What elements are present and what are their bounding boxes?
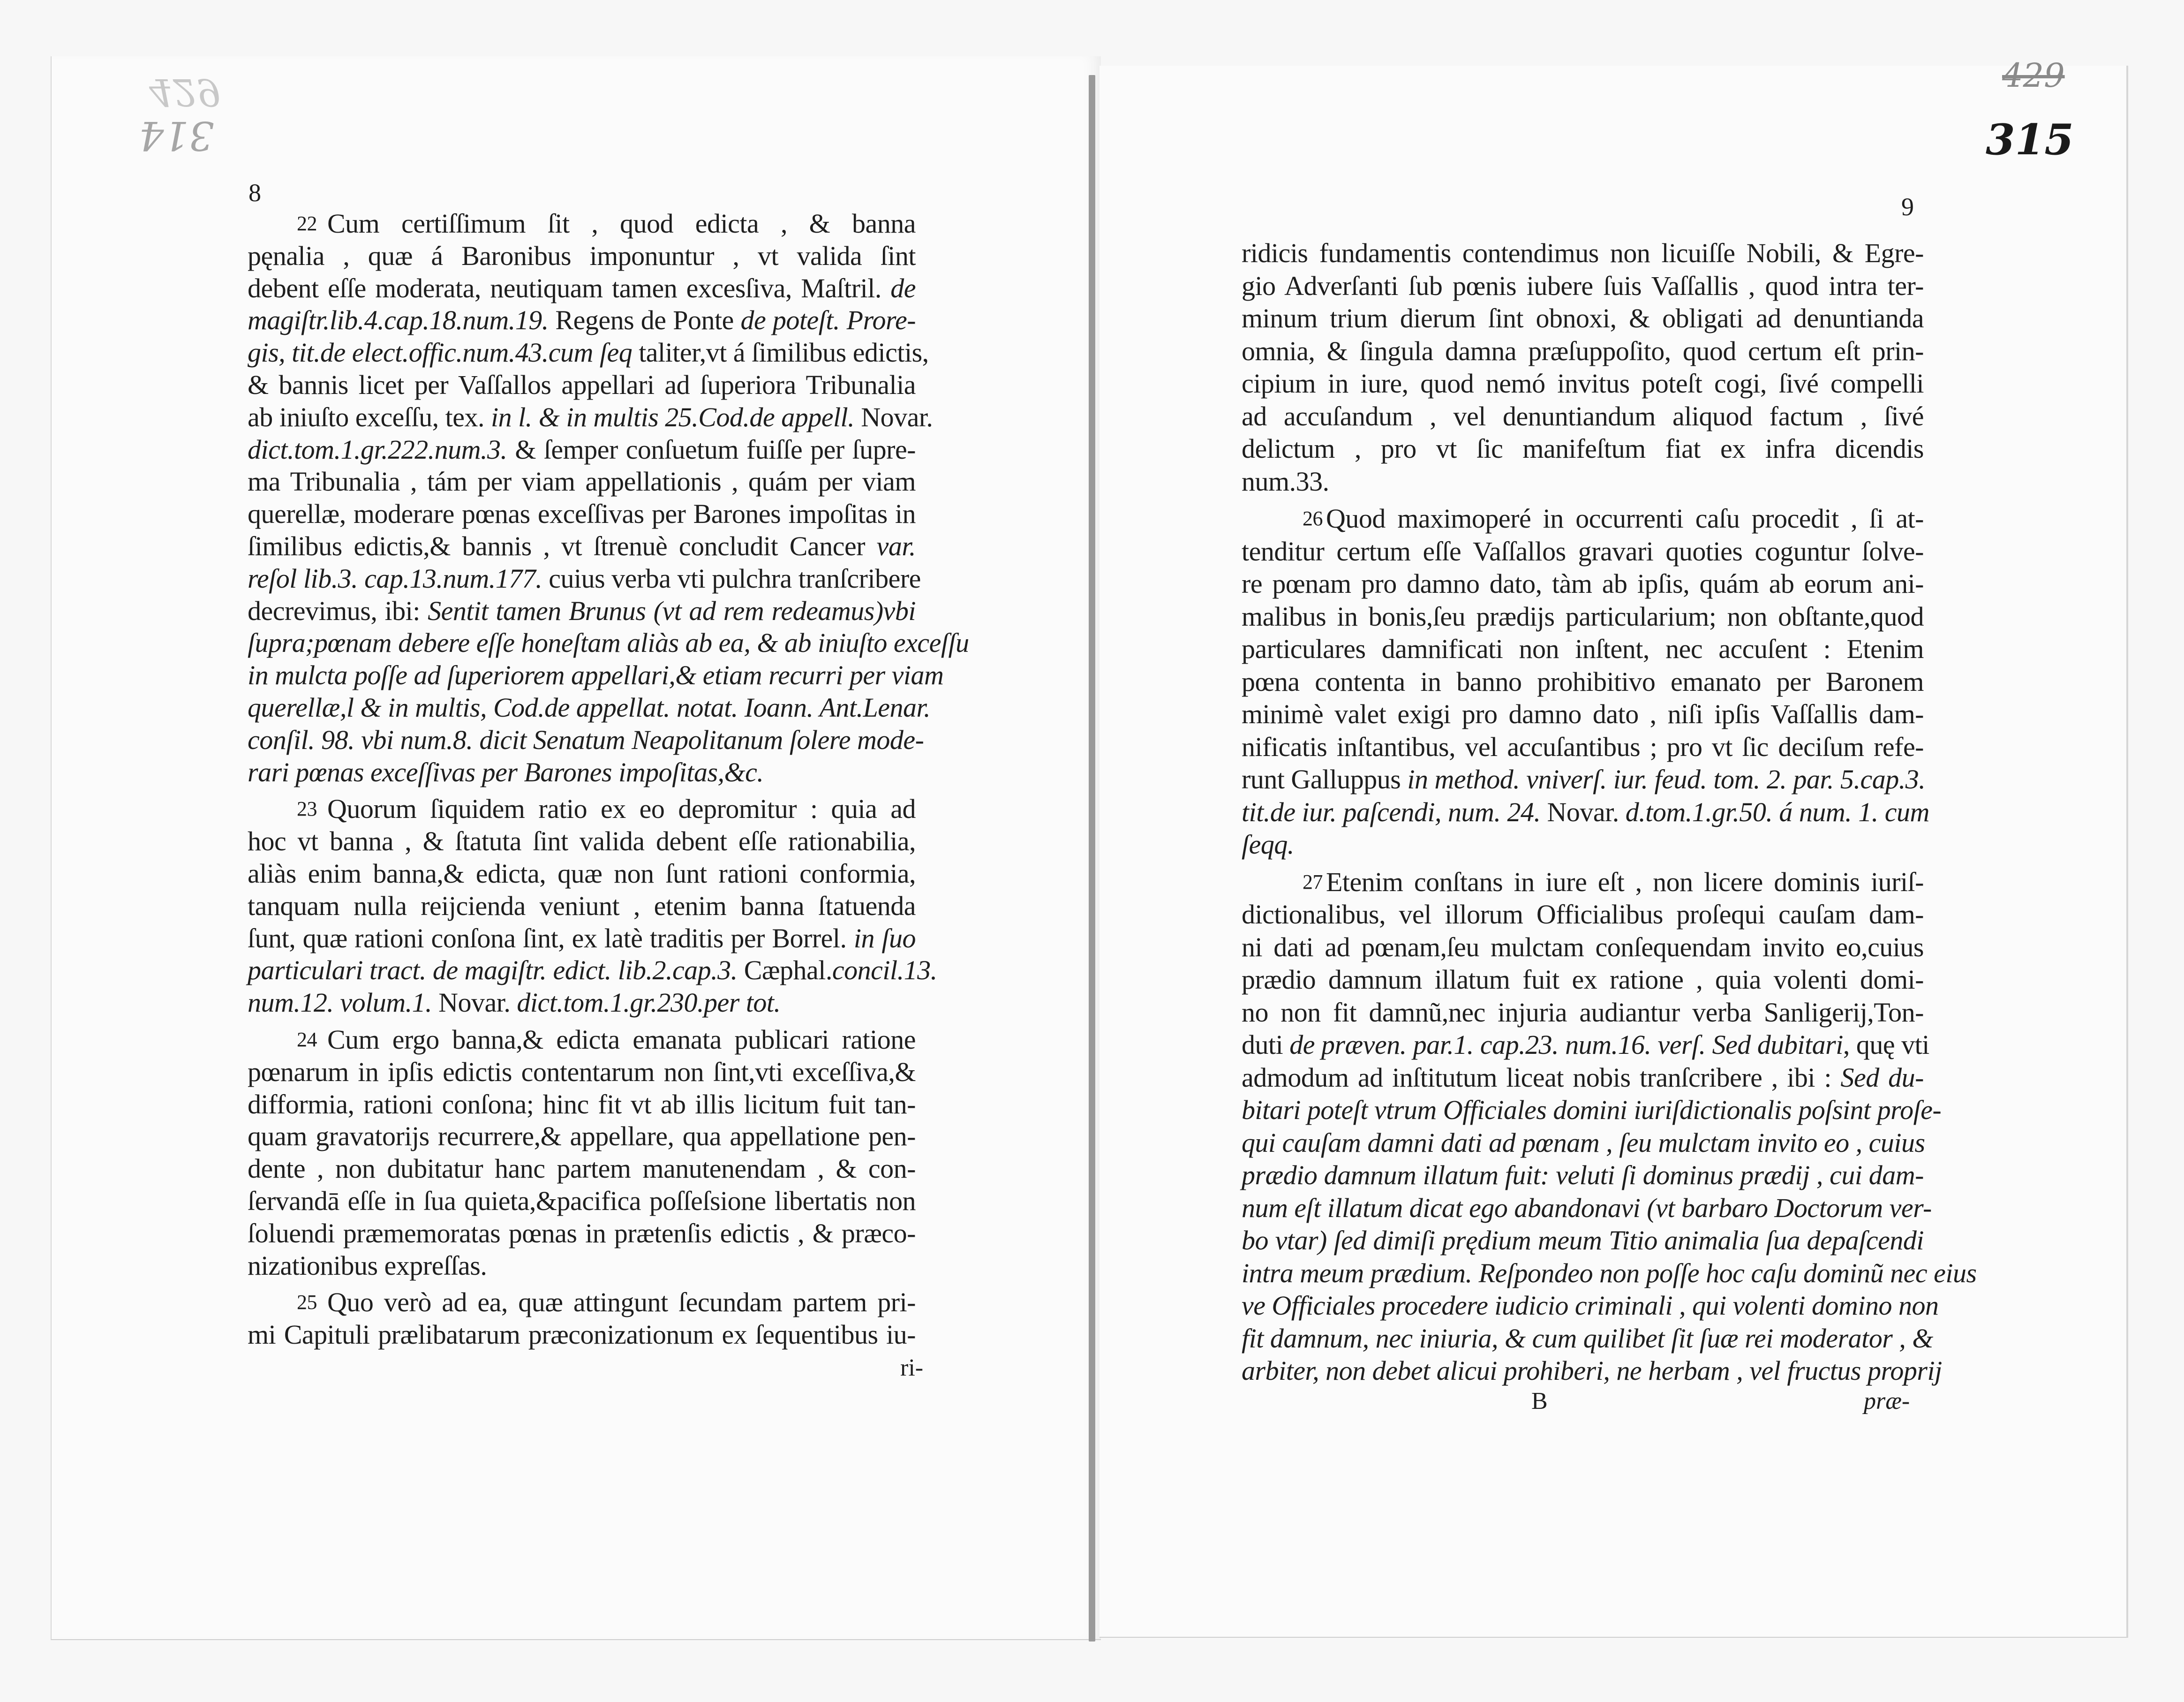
line-text: prædio damnum illatum fuit: veluti ſi dominus prædij , cui dam- <box>1242 1160 1924 1190</box>
line-text: querellæ, moderare pœnas exceſſivas per Barones impoſitas in <box>248 499 916 530</box>
paragraph-number: 26 <box>1303 507 1323 530</box>
line-text: aliàs enim banna,& edicta, quæ non ſunt rationi conformia, <box>248 858 916 889</box>
text-line <box>1242 866 1924 899</box>
text-line <box>248 724 924 756</box>
text-line <box>248 1185 916 1218</box>
text-line <box>1242 763 1924 796</box>
text-line <box>1242 600 1924 633</box>
line-text: Cum certiſſimum ſit , quod edicta , & banna <box>327 208 916 239</box>
line-text: Quo verò ad ea, quæ attingunt ſecundam partem pri- <box>327 1287 916 1318</box>
line-text: difformia, rationi conſona; hinc fit vt ab illis licitum fuit tan- <box>248 1089 916 1120</box>
text-line <box>1242 1094 1942 1127</box>
line-text: ma Tribunalia , tám per viam appellationis , quám per viam <box>248 466 916 497</box>
line-text: intra meum prædium. Reſpondeo non poſſe hoc caſu dominũ nec eius <box>1242 1257 1977 1288</box>
text-line <box>248 890 916 923</box>
text-line <box>248 954 937 987</box>
book-gutter <box>1089 75 1095 1641</box>
line-text: ſimilibus edictis,& bannis , vt ſtrenuè concludit Cancer var. <box>248 530 916 561</box>
line-text: nizationibus expreſſas. <box>248 1250 487 1281</box>
line-text: admodum ad inſtitutum liceat nobis tranſcribere , ibi : Sed du- <box>1242 1062 1924 1093</box>
handwritten-old-folio-right: 429 <box>2002 56 2065 95</box>
signature-mark: B <box>1531 1388 1548 1415</box>
text-line <box>248 337 929 369</box>
text-line <box>1242 237 1924 270</box>
text-line <box>1242 963 1924 996</box>
line-text: quam gravatorijs recurrere,& appellare, qua appellatione pen- <box>248 1121 916 1152</box>
text-line <box>248 793 916 825</box>
handwritten-old-folio-left: 429 <box>149 70 221 114</box>
text-line <box>248 659 944 692</box>
line-text: mi Capituli prælibatarum præconizationum ex ſequentibus iu- <box>248 1319 916 1350</box>
catchword-left: ri- <box>900 1354 924 1381</box>
text-line <box>248 987 916 1019</box>
text-line <box>248 401 933 434</box>
right-text-column <box>1242 237 1977 1387</box>
line-text: conſil. 98. vbi num.8. dicit Senatum Neapolitanum ſolere mode- <box>248 724 924 755</box>
line-text: prædio damnum illatum fuit ex ratione , quia volenti domi- <box>1242 964 1924 995</box>
line-text: ſeqq. <box>1242 829 1294 860</box>
line-text: tanquam nulla reijcienda veniunt , etenim banna ſtatuenda <box>248 890 916 921</box>
line-text: bo vtar) ſed dimiſi prędium meum Titio animalia ſua depaſcendi <box>1242 1225 1924 1256</box>
line-text: arbiter, non debet alicui prohiberi, ne herbam , vel fructus proprij <box>1242 1355 1942 1386</box>
line-text: bitari poteſt vtrum Officiales domini iuriſdictionalis poſsint proſe- <box>1242 1095 1942 1125</box>
text-line <box>1242 1159 1924 1192</box>
line-text: ad accuſandum , vel denuntiandum aliquod factum , ſivé <box>1242 401 1924 431</box>
text-line <box>248 272 916 305</box>
text-line <box>248 434 916 466</box>
line-text: hoc vt banna , & ſtatuta ſint valida debent eſſe rationabilia, <box>248 826 916 857</box>
text-line <box>1242 931 1924 964</box>
text-line <box>248 1056 916 1089</box>
text-line <box>1242 1257 1977 1290</box>
line-text: ſoluendi præmemoratas pœnas in prætenſis edictis , & præco- <box>248 1218 916 1248</box>
line-text: delictum , pro vt ſic manifeſtum fiat ex infra dicendis <box>1242 433 1924 464</box>
text-line <box>248 240 916 272</box>
handwritten-folio-left: 314 <box>139 113 214 159</box>
line-text: ſupra;pœnam debere eſſe honeſtam aliàs ab ea, & ab iniuſto exceſſu <box>248 628 969 658</box>
text-line <box>1242 432 1924 465</box>
line-text: reſol lib.3. cap.13.num.177. cuius verba vti pulchra tranſcribere <box>248 563 921 594</box>
text-line <box>248 1153 916 1185</box>
text-line <box>248 1120 916 1153</box>
line-text: Quorum ſiquidem ratio ex eo depromitur : quia ad <box>327 794 916 825</box>
text-line <box>1242 1029 1929 1061</box>
text-line <box>1242 1061 1924 1094</box>
line-text: pęnalia , quæ á Baronibus imponuntur , vt valida ſint <box>248 240 916 271</box>
line-text: num eſt illatum dicat ego abandonavi (vt barbaro Doctorum ver- <box>1242 1192 1932 1223</box>
text-line <box>248 1319 916 1351</box>
catchword-right: præ- <box>1864 1388 1910 1415</box>
text-line <box>248 692 931 724</box>
paragraph-number: 25 <box>297 1291 317 1314</box>
text-line <box>248 369 916 401</box>
paragraph-number: 27 <box>1303 870 1323 893</box>
text-line <box>248 1218 916 1250</box>
paragraph-number: 23 <box>297 797 317 821</box>
left-text-column <box>248 208 969 1351</box>
line-text: fit damnum, nec iniuria, & cum quilibet ſit ſuæ rei moderator , & <box>1242 1323 1933 1354</box>
text-line <box>1242 731 1924 764</box>
line-text: Quod maximoperé in occurrenti caſu procedit , ſi at- <box>1326 503 1924 534</box>
text-line <box>248 208 916 240</box>
line-text: omnia, & ſingula damna præſuppoſito, quod certum eſt prin- <box>1242 335 1924 366</box>
line-text: & bannis licet per Vaſſallos appellari ad ſuperiora Tribunalia <box>248 369 916 400</box>
line-text: dict.tom.1.gr.222.num.3. & ſemper conſuetum fuiſſe per ſupre- <box>248 434 916 465</box>
page-number-left: 8 <box>249 179 261 207</box>
text-line <box>1242 828 1924 861</box>
line-text: pœna contenta in banno prohibitivo emanato per Baronem <box>1242 666 1924 697</box>
line-text: no non fit damnũ,nec injuria audiantur verba Sanligerij,Ton- <box>1242 997 1924 1028</box>
line-text: particulares damnificati non inſtent, nec accuſent : Etenim <box>1242 634 1924 664</box>
line-text: minum trium dierum ſint obnoxi, & obligati ad denuntianda <box>1242 303 1924 333</box>
text-line <box>248 1250 916 1282</box>
page-number-right: 9 <box>1901 193 1914 221</box>
text-line <box>248 466 916 498</box>
line-text: particulari tract. de magiſtr. edict. lib.2.cap.3. Cæphal.concil.13. <box>248 955 937 986</box>
line-text: num.12. volum.1. Novar. dict.tom.1.gr.230.per tot. <box>248 987 781 1018</box>
line-text: magiſtr.lib.4.cap.18.num.19. Regens de Ponte de poteſt. Prore- <box>248 305 916 336</box>
text-line <box>248 1089 916 1121</box>
line-text: num.33. <box>1242 466 1329 497</box>
text-line <box>1242 535 1924 568</box>
text-line <box>1242 270 1924 303</box>
line-text: debent eſſe moderata, neutiquam tamen excesſiva, Maſtril. de <box>248 272 916 303</box>
line-text: nificatis inſtantibus, vel accuſantibus ; pro vt ſic deciſum refe- <box>1242 731 1924 762</box>
text-line <box>248 530 916 563</box>
text-line <box>1242 698 1924 731</box>
text-line <box>1242 1224 1924 1257</box>
text-line <box>248 923 916 955</box>
text-line <box>1242 666 1924 698</box>
text-line <box>1242 567 1924 600</box>
text-line <box>248 858 916 890</box>
line-text: Cum ergo banna,& edicta emanata publicari ratione <box>327 1024 916 1055</box>
line-text: duti de præven. par.1. cap.23. num.16. verſ. Sed dubitari, quę vti <box>1242 1029 1929 1060</box>
text-line <box>1242 302 1924 335</box>
text-line <box>1242 1354 1942 1387</box>
line-text: gis, tit.de elect.offic.num.43.cum ſeq taliter,vt á ſimilibus edictis, <box>248 337 929 368</box>
line-text: runt Galluppus in method. vniverſ. iur. feud. tom. 2. par. 5.cap.3. <box>1242 764 1926 794</box>
text-line <box>248 304 916 337</box>
line-text: decrevimus, ibi: Sentit tamen Brunus (vt ad rem redeamus)vbi <box>248 595 916 626</box>
line-text: tenditur certum eſſe Vaſſallos gravari quoties coguntur ſolve- <box>1242 536 1924 567</box>
text-line <box>1242 633 1924 666</box>
text-line <box>248 595 916 628</box>
text-line <box>248 627 969 659</box>
text-line <box>248 563 921 595</box>
text-line <box>248 825 916 858</box>
text-line <box>248 498 916 530</box>
paragraph-number: 22 <box>297 212 317 235</box>
text-line <box>1242 367 1924 400</box>
line-text: minimè valet exigi pro damno dato , niſi ipſis Vaſſallis dam- <box>1242 699 1924 729</box>
line-text: gio Adverſanti ſub pœnis iubere ſuis Vaſſallis , quod intra ter- <box>1242 270 1924 301</box>
text-line <box>1242 400 1924 433</box>
line-text: re pœnam pro damno dato, tàm ab ipſis, quám ab eorum ani- <box>1242 568 1924 599</box>
text-line <box>248 1286 916 1319</box>
line-text: pœnarum in ipſis edictis contentarum non ſint,vti exceſſiva,& <box>248 1056 916 1087</box>
text-line <box>1242 996 1924 1029</box>
text-line <box>1242 502 1924 535</box>
text-line <box>1242 465 1924 498</box>
line-text: rari pœnas exceſſivas per Barones impoſitas,&c. <box>248 756 764 787</box>
line-text: querellæ,l & in multis, Cod.de appellat. notat. Ioann. Ant.Lenar. <box>248 692 931 723</box>
line-text: ni dati ad pœnam,ſeu mulctam conſequendam invito eo,cuius <box>1242 931 1924 962</box>
line-text: tit.de iur. paſcendi, num. 24. Novar. d.tom.1.gr.50. á num. 1. cum <box>1242 796 1929 827</box>
line-text: cipium in iure, quod nemó invitus poteſt cogi, ſivé compelli <box>1242 368 1924 399</box>
line-text: Etenim conſtans in iure eſt , non licere dominis iuriſ- <box>1326 866 1924 897</box>
text-line <box>1242 898 1924 931</box>
line-text: dictionalibus, vel illorum Officialibus proſequi cauſam dam- <box>1242 899 1924 930</box>
text-line <box>1242 1322 1933 1355</box>
line-text: ſervandā eſſe in ſua quieta,&pacifica poſſeſsione libertatis non <box>248 1185 916 1216</box>
paragraph-number: 24 <box>297 1028 317 1051</box>
text-line <box>1242 335 1924 368</box>
text-line <box>248 756 916 789</box>
line-text: ve Officiales procedere iudicio criminali , qui volenti domino non <box>1242 1290 1939 1321</box>
line-text: ab iniuſto exceſſu, tex. in l. & in multis 25.Cod.de appell. Novar. <box>248 401 933 432</box>
line-text: qui cauſam damni dati ad pœnam , ſeu mulctam invito eo , cuius <box>1242 1127 1925 1158</box>
text-line <box>1242 796 1929 829</box>
line-text: dente , non dubitatur hanc partem manutenendam , & con- <box>248 1153 916 1184</box>
line-text: malibus in bonis,ſeu prædijs particularium; non obſtante,quod <box>1242 601 1924 632</box>
text-line <box>1242 1192 1932 1225</box>
text-line <box>248 1024 916 1056</box>
line-text: ſunt, quæ rationi conſona ſint, ex latè traditis per Borrel. in ſuo <box>248 923 916 953</box>
line-text: in mulcta poſſe ad ſuperiorem appellari,& etiam recurri per viam <box>248 660 944 691</box>
handwritten-folio-right: 315 <box>1986 115 2074 165</box>
line-text: ridicis fundamentis contendimus non licuiſſe Nobili, & Egre- <box>1242 238 1924 268</box>
text-line <box>1242 1289 1939 1322</box>
text-line <box>1242 1127 1924 1159</box>
